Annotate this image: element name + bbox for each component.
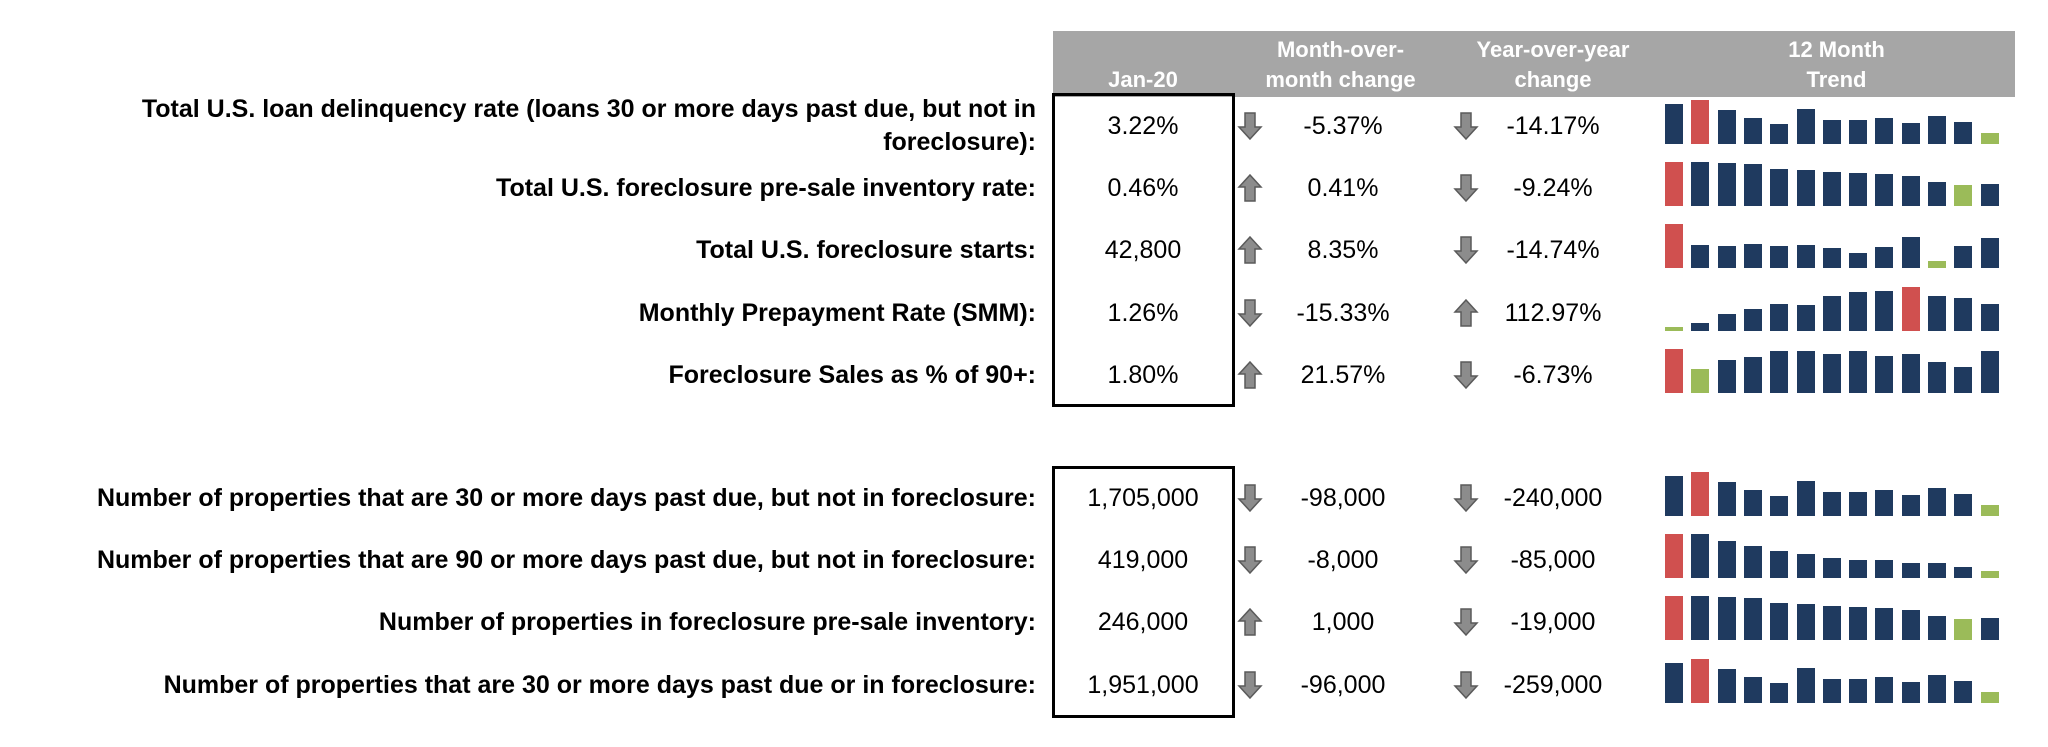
- trend-bar: [1928, 563, 1946, 578]
- trend-bar: [1849, 560, 1867, 578]
- trend-bar: [1823, 120, 1841, 144]
- trend-bar: [1770, 304, 1788, 331]
- trend-bar: [1770, 496, 1788, 516]
- mom-value: 0.41%: [1307, 174, 1379, 202]
- yoy-value: -85,000: [1510, 546, 1596, 574]
- trend-bar: [1981, 184, 1999, 206]
- trend-bar: [1902, 176, 1920, 206]
- trend-bar: [1902, 287, 1920, 331]
- trend-bar: [1744, 490, 1762, 516]
- trend-bar: [1770, 351, 1788, 393]
- row-label: Number of properties in foreclosure pre-sale inventory:: [378, 607, 1036, 636]
- trend-bar: [1744, 677, 1762, 703]
- yoy-value: -14.17%: [1506, 112, 1600, 140]
- jan-value: 1.26%: [1107, 299, 1179, 327]
- trend-bar: [1691, 100, 1709, 144]
- yoy-value: -19,000: [1510, 608, 1596, 636]
- trend-bar: [1744, 546, 1762, 578]
- trend-bar: [1718, 482, 1736, 516]
- yoy-value: -259,000: [1503, 671, 1603, 699]
- trend-bar: [1823, 248, 1841, 268]
- trend-bar: [1902, 682, 1920, 703]
- row-label: Total U.S. foreclosure pre-sale inventory rate:: [496, 173, 1036, 202]
- trend-bar: [1823, 679, 1841, 703]
- row-label: Total U.S. loan delinquency rate (loans 30 or more days past due, but not in foreclosure):: [141, 95, 1036, 156]
- yoy-value: -240,000: [1503, 484, 1603, 512]
- header-jan: [1053, 31, 1233, 97]
- trend-bar: [1770, 551, 1788, 578]
- trend-bar: [1981, 351, 1999, 393]
- trend-bar: [1665, 476, 1683, 516]
- trend-bar: [1849, 253, 1867, 268]
- trend-bar: [1954, 185, 1972, 206]
- arrow-up-icon: [1237, 607, 1263, 637]
- jan-value: 1,951,000: [1087, 671, 1199, 699]
- trend-bar: [1718, 541, 1736, 578]
- trend-bar: [1797, 351, 1815, 393]
- trend-bar: [1928, 261, 1946, 268]
- mom-value: -98,000: [1300, 484, 1386, 512]
- jan-value: 419,000: [1097, 546, 1189, 574]
- trend-sparkline: [1665, 596, 2010, 640]
- trend-bar: [1691, 659, 1709, 703]
- trend-bar: [1770, 169, 1788, 206]
- trend-sparkline: [1665, 224, 2010, 268]
- mom-value: -15.33%: [1296, 299, 1390, 327]
- trend-bar: [1823, 172, 1841, 206]
- trend-bar: [1744, 598, 1762, 640]
- trend-bar: [1718, 669, 1736, 703]
- trend-bar: [1928, 182, 1946, 206]
- trend-bar: [1849, 492, 1867, 516]
- trend-bar: [1928, 116, 1946, 144]
- trend-bar: [1875, 118, 1893, 144]
- trend-bar: [1665, 224, 1683, 268]
- jan-value: 42,800: [1104, 236, 1182, 264]
- trend-bar: [1875, 291, 1893, 331]
- trend-bar: [1823, 606, 1841, 640]
- arrow-down-icon: [1453, 173, 1479, 203]
- trend-bar: [1954, 246, 1972, 268]
- trend-bar: [1770, 683, 1788, 703]
- arrow-up-icon: [1237, 360, 1263, 390]
- yoy-value: -9.24%: [1513, 174, 1593, 202]
- jan-value: 0.46%: [1107, 174, 1179, 202]
- trend-bar: [1665, 104, 1683, 144]
- trend-bar: [1954, 567, 1972, 578]
- trend-bar: [1902, 237, 1920, 268]
- mom-value: 21.57%: [1300, 361, 1386, 389]
- trend-bar: [1928, 675, 1946, 703]
- trend-bar: [1875, 174, 1893, 206]
- row-label: Total U.S. foreclosure starts:: [696, 235, 1036, 264]
- arrow-up-icon: [1453, 298, 1479, 328]
- trend-bar: [1718, 360, 1736, 393]
- arrow-down-icon: [1453, 670, 1479, 700]
- trend-bar: [1691, 369, 1709, 393]
- trend-bar: [1928, 488, 1946, 516]
- row-label: Number of properties that are 30 or more days past due or in foreclosure:: [163, 670, 1036, 699]
- trend-bar: [1981, 505, 1999, 516]
- row-label: Foreclosure Sales as % of 90+:: [668, 360, 1036, 389]
- trend-bar: [1797, 305, 1815, 331]
- trend-bar: [1665, 327, 1683, 331]
- trend-bar: [1744, 164, 1762, 206]
- trend-bar: [1981, 133, 1999, 144]
- trend-bar: [1770, 124, 1788, 144]
- yoy-value: 112.97%: [1504, 299, 1602, 327]
- header-jan-label: Jan-20: [1108, 67, 1178, 92]
- trend-bar: [1875, 608, 1893, 640]
- header-trend-label: 12 Month Trend: [1788, 37, 1885, 92]
- mom-value: 1,000: [1311, 608, 1375, 636]
- trend-bar: [1823, 558, 1841, 578]
- jan-value: 246,000: [1097, 608, 1189, 636]
- trend-bar: [1691, 534, 1709, 578]
- trend-bar: [1691, 162, 1709, 206]
- trend-bar: [1691, 245, 1709, 268]
- trend-bar: [1981, 238, 1999, 268]
- trend-bar: [1691, 323, 1709, 331]
- trend-bar: [1744, 309, 1762, 331]
- trend-bar: [1875, 356, 1893, 393]
- trend-bar: [1718, 314, 1736, 331]
- trend-bar: [1875, 490, 1893, 516]
- trend-bar: [1823, 492, 1841, 516]
- trend-bar: [1849, 173, 1867, 206]
- trend-bar: [1954, 367, 1972, 393]
- trend-bar: [1954, 494, 1972, 516]
- header-yoy: [1448, 31, 1658, 97]
- header-trend: [1658, 31, 2015, 97]
- trend-bar: [1797, 481, 1815, 516]
- mom-value: -96,000: [1300, 671, 1386, 699]
- arrow-down-icon: [1237, 483, 1263, 513]
- trend-sparkline: [1665, 100, 2010, 144]
- row-label: Number of properties that are 90 or more days past due, but not in foreclosure:: [96, 545, 1036, 574]
- arrow-down-icon: [1453, 235, 1479, 265]
- trend-sparkline: [1665, 472, 2010, 516]
- trend-sparkline: [1665, 659, 2010, 703]
- trend-bar: [1902, 354, 1920, 393]
- trend-bar: [1954, 298, 1972, 331]
- trend-bar: [1902, 123, 1920, 144]
- arrow-down-icon: [1453, 360, 1479, 390]
- trend-bar: [1902, 495, 1920, 516]
- trend-bar: [1981, 692, 1999, 703]
- header-mom-label: Month-over- month change: [1265, 37, 1416, 92]
- trend-bar: [1770, 603, 1788, 640]
- trend-sparkline: [1665, 534, 2010, 578]
- jan-value: 1.80%: [1107, 361, 1179, 389]
- arrow-up-icon: [1237, 235, 1263, 265]
- jan-value: 1,705,000: [1087, 484, 1199, 512]
- trend-bar: [1928, 296, 1946, 331]
- trend-bar: [1954, 681, 1972, 703]
- trend-bar: [1797, 668, 1815, 703]
- trend-bar: [1981, 618, 1999, 640]
- trend-bar: [1665, 596, 1683, 640]
- trend-bar: [1665, 663, 1683, 703]
- trend-bar: [1797, 109, 1815, 144]
- trend-bar: [1718, 597, 1736, 640]
- trend-bar: [1744, 244, 1762, 268]
- arrow-down-icon: [1453, 607, 1479, 637]
- trend-bar: [1665, 162, 1683, 206]
- mom-value: -5.37%: [1303, 112, 1383, 140]
- trend-bar: [1744, 357, 1762, 393]
- row-label: Number of properties that are 30 or more days past due, but not in foreclosure:: [96, 483, 1036, 512]
- trend-bar: [1718, 246, 1736, 268]
- trend-bar: [1875, 677, 1893, 703]
- trend-bar: [1954, 122, 1972, 144]
- trend-sparkline: [1665, 349, 2010, 393]
- trend-sparkline: [1665, 162, 2010, 206]
- header-mom: [1233, 31, 1448, 97]
- trend-bar: [1744, 118, 1762, 144]
- jan-value: 3.22%: [1107, 112, 1179, 140]
- mom-value: -8,000: [1307, 546, 1379, 574]
- trend-bar: [1849, 679, 1867, 703]
- mom-value: 8.35%: [1307, 236, 1379, 264]
- arrow-down-icon: [1453, 545, 1479, 575]
- trend-bar: [1849, 351, 1867, 393]
- trend-bar: [1928, 616, 1946, 640]
- trend-bar: [1849, 292, 1867, 331]
- arrow-up-icon: [1237, 173, 1263, 203]
- arrow-down-icon: [1453, 111, 1479, 141]
- header-yoy-label: Year-over-year change: [1476, 37, 1630, 92]
- trend-bar: [1981, 571, 1999, 578]
- trend-bar: [1718, 110, 1736, 144]
- trend-bar: [1691, 596, 1709, 640]
- trend-bar: [1797, 604, 1815, 640]
- arrow-down-icon: [1237, 298, 1263, 328]
- trend-bar: [1875, 560, 1893, 578]
- trend-bar: [1849, 120, 1867, 144]
- trend-bar: [1902, 610, 1920, 640]
- trend-bar: [1902, 563, 1920, 578]
- trend-bar: [1823, 296, 1841, 331]
- trend-bar: [1797, 170, 1815, 206]
- arrow-down-icon: [1237, 670, 1263, 700]
- trend-bar: [1875, 247, 1893, 268]
- yoy-value: -14.74%: [1506, 236, 1600, 264]
- trend-bar: [1797, 245, 1815, 268]
- row-label: Monthly Prepayment Rate (SMM):: [638, 298, 1036, 327]
- trend-bar: [1928, 362, 1946, 393]
- trend-bar: [1718, 163, 1736, 206]
- trend-bar: [1797, 554, 1815, 578]
- arrow-down-icon: [1237, 545, 1263, 575]
- trend-bar: [1823, 354, 1841, 393]
- trend-bar: [1770, 246, 1788, 268]
- trend-bar: [1665, 349, 1683, 393]
- trend-bar: [1691, 472, 1709, 516]
- arrow-down-icon: [1453, 483, 1479, 513]
- trend-sparkline: [1665, 287, 2010, 331]
- trend-bar: [1981, 304, 1999, 331]
- trend-bar: [1665, 534, 1683, 578]
- arrow-down-icon: [1237, 111, 1263, 141]
- yoy-value: -6.73%: [1513, 361, 1593, 389]
- trend-bar: [1954, 619, 1972, 640]
- trend-bar: [1849, 607, 1867, 640]
